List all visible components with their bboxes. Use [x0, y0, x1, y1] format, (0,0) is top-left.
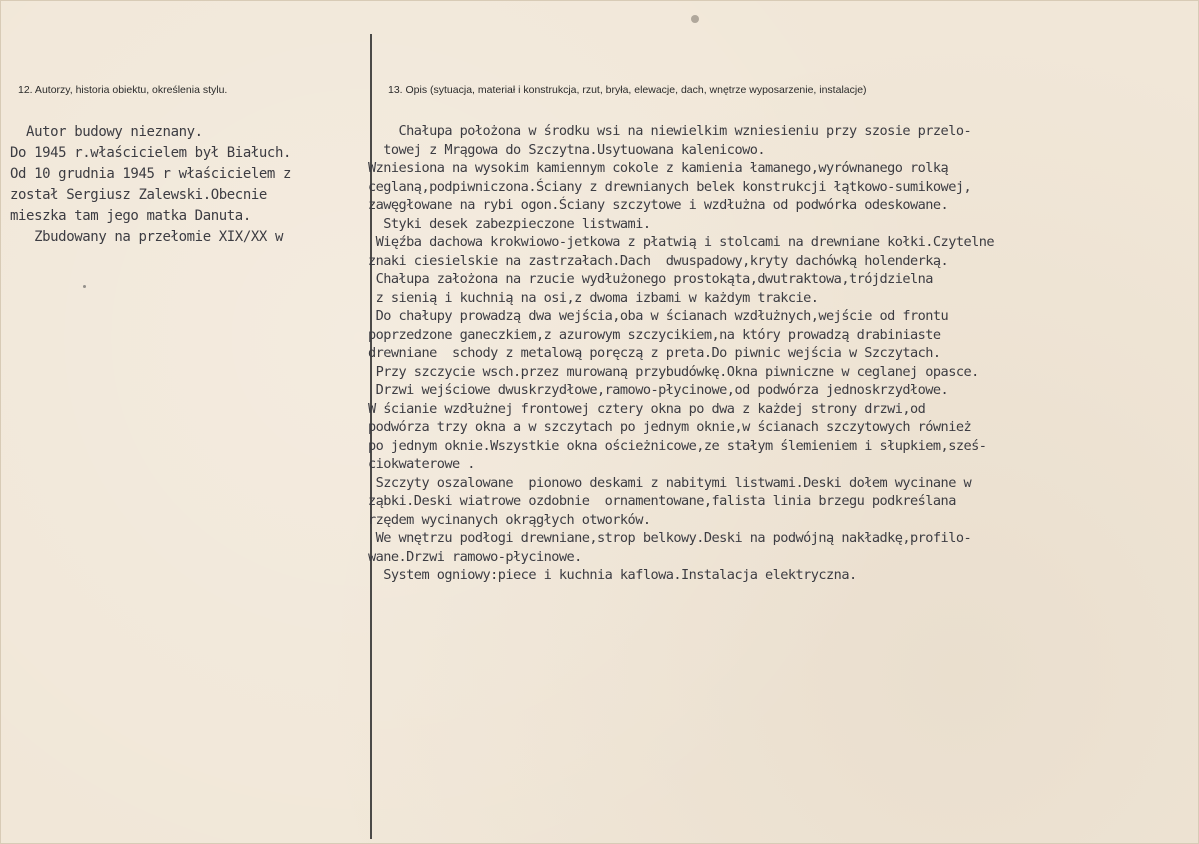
section-13-text: [368, 122, 1196, 585]
typed-line: rzędem wycinanych okrągłych otworków.: [368, 511, 651, 528]
typed-line: Styki desek zabezpieczone listwami.: [368, 215, 651, 232]
typed-line: We wnętrzu podłogi drewniane,strop belkowy.Deski na podwójną nakładkę,profilo-: [368, 530, 972, 546]
section-13-heading: 13. Opis (sytuacja, materiał i konstrukcja, rzut, bryła, elewacje, dach, wnętrze wyposarzenie, instalacje): [388, 84, 867, 96]
typed-line: Chałupa położona w środku wsi na niewielkim wzniesieniu przy szosie przelo-: [368, 123, 972, 139]
typed-line: został Sergiusz Zalewski.Obecnie: [10, 187, 267, 204]
typed-line: Szczyty oszalowane pionowo deskami z nabitymi listwami.Deski dołem wycinane w: [368, 474, 972, 491]
typed-line: drewniane schody z metalową poręczą z preta.Do piwnic wejścia w Szczytach.: [368, 345, 941, 361]
typed-line: po jednym oknie.Wszystkie okna ościeżnicowe,ze stałym ślemieniem i słupkiem,sześ-: [368, 437, 987, 454]
typed-line: Zbudowany na przełomie XIX/XX w: [10, 229, 283, 246]
typed-line: wane.Drzwi ramowo-płycinowe.: [368, 548, 582, 565]
typed-line: ząbki.Deski wiatrowe ozdobnie ornamentowane,falista linia brzegu podkreślana: [368, 493, 956, 509]
punch-hole: [691, 15, 699, 23]
typed-line: Do 1945 r.właścicielem był Białuch.: [10, 145, 292, 162]
typed-line: Przy szczycie wsch.przez murowaną przybudówkę.Okna piwniczne w ceglanej opasce.: [368, 363, 979, 380]
typed-line: podwórza trzy okna a w szczytach po jednym oknie,w ścianach szczytowych również: [368, 419, 972, 435]
typed-line: System ogniowy:piece i kuchnia kaflowa.Instalacja elektryczna.: [368, 567, 857, 583]
typed-line: Od 10 grudnia 1945 r właścicielem z: [10, 166, 292, 183]
ink-mark: [83, 285, 86, 288]
typed-line: towej z Mrągowa do Szczytna.Usytuowana kalenicowo.: [368, 141, 765, 158]
typed-line: mieszka tam jego matka Danuta.: [10, 208, 251, 225]
typed-line: zawęgłowane na rybi ogon.Ściany szczytowe i wzdłużna od podwórka odeskowane.: [368, 197, 949, 213]
typed-line: ceglaną,podpiwniczona.Ściany z drewnianych belek konstrukcji łątkowo-sumikowej,: [368, 178, 972, 195]
typed-line: Do chałupy prowadzą dwa wejścia,oba w ścianach wzdłużnych,wejście od frontu: [368, 308, 949, 324]
section-12-heading: 12. Autorzy, historia obiektu, określenia stylu.: [18, 84, 228, 96]
typed-line: Więźba dachowa krokwiowo-jetkowa z płatwią i stolcami na drewniane kołki.Czytelne: [368, 234, 994, 250]
typed-line: znaki ciesielskie na zastrzałach.Dach dwuspadowy,kryty dachówką holenderką.: [368, 252, 949, 269]
section-12-text: [10, 122, 362, 249]
typed-line: W ścianie wzdłużnej frontowej cztery okna po dwa z każdej strony drzwi,od: [368, 400, 926, 417]
typed-line: Autor budowy nieznany.: [10, 124, 203, 140]
typed-line: Chałupa założona na rzucie wydłużonego prostokąta,dwutraktowa,trójdzielna: [368, 271, 933, 287]
typed-line: Wzniesiona na wysokim kamiennym cokole z kamienia łamanego,wyrównanego rolką: [368, 160, 949, 176]
typed-line: ciokwaterowe .: [368, 456, 475, 472]
typed-line: Drzwi wejściowe dwuskrzydłowe,ramowo-płycinowe,od podwórza jednoskrzydłowe.: [368, 382, 949, 398]
typed-line: poprzedzone ganeczkiem,z azurowym szczycikiem,na który prowadzą drabiniaste: [368, 326, 941, 343]
typed-line: z sienią i kuchnią na osi,z dwoma izbami w każdym trakcie.: [368, 289, 819, 306]
